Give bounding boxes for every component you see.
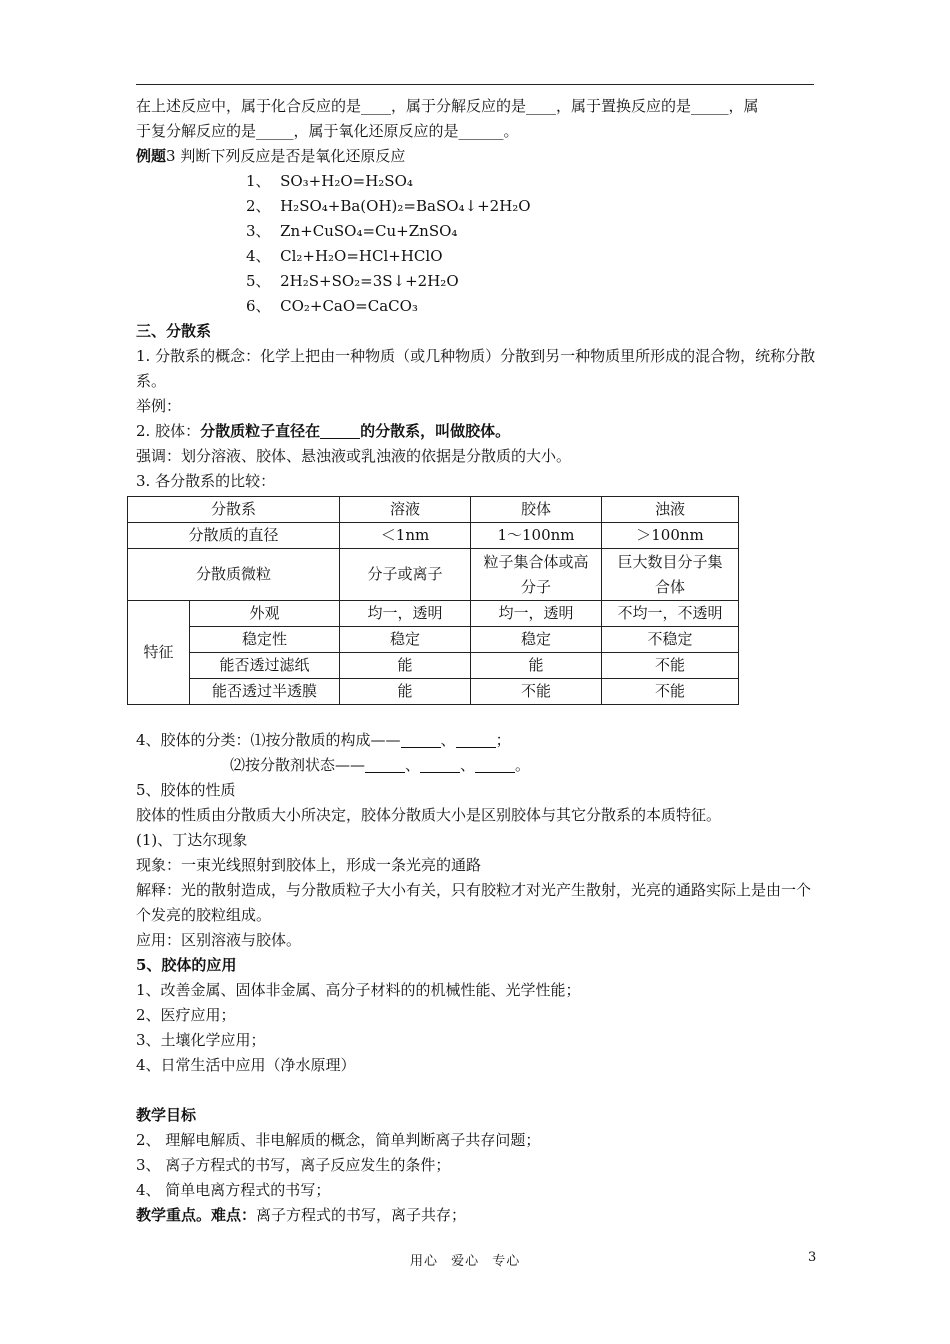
feature-label-cell: 特征 bbox=[128, 601, 190, 705]
goals-heading: 教学目标 bbox=[136, 1106, 197, 1124]
table-cell: 分子或离子 bbox=[340, 549, 471, 601]
table-cell: 分散质的直径 bbox=[128, 523, 340, 549]
table-cell: 能否透过半透膜 bbox=[190, 679, 340, 705]
section3-heading: 三、分散系 bbox=[136, 322, 212, 340]
blank[interactable] bbox=[420, 757, 460, 773]
table-cell: 巨大数目分子集合体 bbox=[602, 549, 739, 601]
colloid-classify-1: 4、胶体的分类：⑴按分散质的构成—— 、 ； bbox=[136, 731, 511, 749]
colloid-definition: 2. 胶体：分散质粒子直径在 的分散系，叫做胶体。 bbox=[136, 422, 511, 440]
blank[interactable] bbox=[456, 732, 496, 748]
reaction-2: 2、 H₂SO₄+Ba(OH)₂=BaSO₄↓+2H₂O bbox=[246, 197, 531, 215]
table-header-cell: 分散系 bbox=[128, 497, 340, 523]
reaction-1: 1、 SO₃+H₂O=H₂SO₄ bbox=[246, 172, 413, 190]
reaction-type-question-line2: 于复分解反应的是_____，属于氧化还原反应的是______。 bbox=[136, 122, 519, 140]
emphasis-line: 强调：划分溶液、胶体、悬浊液或乳浊液的依据是分散质的大小。 bbox=[136, 447, 572, 465]
tyndall-title: (1)、丁达尔现象 bbox=[136, 831, 248, 849]
reaction-6: 6、 CO₂+CaO=CaCO₃ bbox=[246, 297, 418, 315]
dispersion-comparison-table bbox=[127, 496, 739, 705]
table-row bbox=[128, 653, 739, 679]
colloid-classify-2: ⑵按分散剂状态—— 、 、 。 bbox=[230, 756, 531, 774]
blank[interactable] bbox=[475, 757, 515, 773]
table-cell: 不均一，不透明 bbox=[602, 601, 739, 627]
key-points: 教学重点。难点：离子方程式的书写，离子共存； bbox=[136, 1206, 467, 1224]
example3-title bbox=[136, 144, 816, 169]
table-cell: 均一，透明 bbox=[471, 601, 602, 627]
table-cell: 能否透过滤纸 bbox=[190, 653, 340, 679]
table-row bbox=[128, 627, 739, 653]
example3-label: 例题 bbox=[136, 147, 167, 165]
table-row bbox=[128, 497, 739, 523]
list-item: 2、医疗应用； bbox=[136, 1006, 236, 1024]
table-row bbox=[128, 601, 739, 627]
header-rule bbox=[136, 84, 814, 85]
tyndall-application: 应用：区别溶液与胶体。 bbox=[136, 931, 302, 949]
reaction-5: 5、 2H₂S+SO₂=3S↓+2H₂O bbox=[246, 272, 459, 290]
tyndall-phenomenon: 现象：一束光线照射到胶体上，形成一条光亮的通路 bbox=[136, 856, 482, 874]
list-item: 1、改善金属、固体非金属、高分子材料的的机械性能、光学性能； bbox=[136, 981, 581, 999]
table-cell: 不能 bbox=[471, 679, 602, 705]
colloid-props-title: 5、胶体的性质 bbox=[136, 781, 236, 799]
table-cell: 均一，透明 bbox=[340, 601, 471, 627]
colloid-props-text: 胶体的性质由分散质大小所决定，胶体分散质大小是区别胶体与其它分散系的本质特征。 bbox=[136, 806, 722, 824]
list-item: 2、 理解电解质、非电解质的概念，简单判断离子共存问题； bbox=[136, 1131, 541, 1149]
colloid-diameter-blank[interactable] bbox=[320, 423, 360, 439]
table-cell: 能 bbox=[471, 653, 602, 679]
table-cell: ＞100nm bbox=[602, 523, 739, 549]
table-cell: 不稳定 bbox=[602, 627, 739, 653]
table-cell: 能 bbox=[340, 653, 471, 679]
example-label: 举例： bbox=[136, 397, 182, 415]
table-cell: 稳定 bbox=[340, 627, 471, 653]
table-row bbox=[128, 549, 739, 601]
list-item: 3、土壤化学应用； bbox=[136, 1031, 266, 1049]
table-cell: 不能 bbox=[602, 679, 739, 705]
compare-title: 3. 各分散系的比较： bbox=[136, 472, 276, 490]
list-item: 4、 简单电离方程式的书写； bbox=[136, 1181, 331, 1199]
reaction-3: 3、 Zn+CuSO₄=Cu+ZnSO₄ bbox=[246, 222, 458, 240]
page-content bbox=[136, 94, 816, 494]
table-cell: 1～100nm bbox=[471, 523, 602, 549]
table-row bbox=[128, 523, 739, 549]
blank[interactable] bbox=[365, 757, 405, 773]
table-header-cell: 胶体 bbox=[471, 497, 602, 523]
tyndall-explain: 解释：光的散射造成，与分散质粒子大小有关，只有胶粒才对光产生散射，光亮的通路实际上是由一个个发亮的胶粒组成。 bbox=[136, 881, 812, 924]
page-content-lower bbox=[136, 728, 816, 1228]
table-header-cell: 溶液 bbox=[340, 497, 471, 523]
blank[interactable] bbox=[401, 732, 441, 748]
list-item: 3、 离子方程式的书写，离子反应发生的条件； bbox=[136, 1156, 451, 1174]
table-cell: 不能 bbox=[602, 653, 739, 679]
table-cell: 稳定性 bbox=[190, 627, 340, 653]
table-row bbox=[128, 679, 739, 705]
dispersion-concept: 1. 分散系的概念：化学上把由一种物质（或几种物质）分散到另一种物质里所形成的混合物，统称分散系。 bbox=[136, 347, 816, 390]
footer-motto: 用心 爱心 专心 bbox=[410, 1254, 521, 1269]
table-cell: 粒子集合体或高分子 bbox=[471, 549, 602, 601]
list-item: 4、日常生活中应用（净水原理） bbox=[136, 1056, 356, 1074]
table-cell: 稳定 bbox=[471, 627, 602, 653]
table-cell: 分散质微粒 bbox=[128, 549, 340, 601]
example3-text: 3 判断下列反应是否是氧化还原反应 bbox=[166, 147, 406, 165]
section5-heading: 5、胶体的应用 bbox=[136, 956, 237, 974]
reaction-4: 4、 Cl₂+H₂O=HCl+HClO bbox=[246, 247, 443, 265]
table-cell: 外观 bbox=[190, 601, 340, 627]
reaction-type-question-line1: 在上述反应中，属于化合反应的是____，属于分解反应的是____，属于置换反应的是_____，属 bbox=[136, 97, 759, 115]
table-cell: 能 bbox=[340, 679, 471, 705]
table-header-cell: 浊液 bbox=[602, 497, 739, 523]
page-number: 3 bbox=[808, 1250, 817, 1265]
table-cell: ＜1nm bbox=[340, 523, 471, 549]
